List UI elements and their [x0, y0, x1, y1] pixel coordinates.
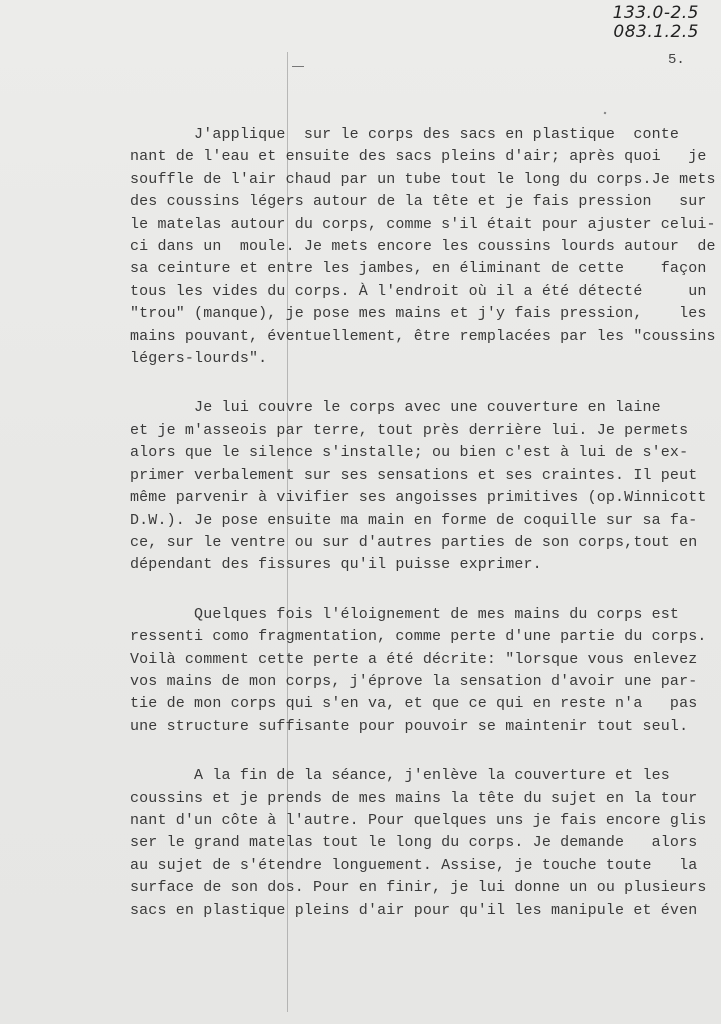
text-line: vos mains de mon corps, j'éprove la sensation d'avoir une par-	[130, 672, 698, 690]
paragraph-2	[130, 397, 707, 576]
text-line: coussins et je prends de mes mains la tête du sujet en la tour	[130, 789, 698, 807]
dash-mark	[292, 66, 304, 67]
text-line: nant d'un côte à l'autre. Pour quelques uns je fais encore glis	[130, 811, 707, 829]
text-line: surface de son dos. Pour en finir, je lui donne un ou plusieurs	[130, 879, 707, 897]
page-number: 5.	[668, 52, 685, 68]
text-line: souffle de l'air chaud par un tube tout le long du corps.Je mets	[130, 170, 716, 188]
text-line: sacs en plastique pleins d'air pour qu'il les manipule et éven	[130, 901, 698, 919]
text-line: tie de mon corps qui s'en va, et que ce qui en reste n'a pas	[130, 695, 698, 713]
text-line: ci dans un moule. Je mets encore les coussins lourds autour de	[130, 238, 716, 256]
text-line: ce, sur le ventre ou sur d'autres parties de son corps,tout en	[130, 533, 698, 551]
text-line: tous les vides du corps. À l'endroit où il a été détecté un	[130, 282, 707, 300]
text-line: Quelques fois l'éloignement de mes mains du corps est	[130, 605, 680, 623]
text-line: Je lui couvre le corps avec une couverture en laine	[130, 399, 661, 417]
text-line: au sujet de s'étendre longuement. Assise, je touche toute la	[130, 856, 698, 874]
text-line: A la fin de la séance, j'enlève la couverture et les	[130, 767, 670, 785]
paragraph-1	[130, 124, 716, 370]
text-line: une structure suffisante pour pouvoir se maintenir tout seul.	[130, 717, 689, 735]
text-line: D.W.). Je pose ensuite ma main en forme de coquille sur sa fa-	[130, 511, 698, 529]
reference-number: 133.0-2.5	[612, 3, 699, 23]
text-line: le matelas autour du corps, comme s'il était pour ajuster celui-	[130, 215, 716, 233]
text-line: ser le grand matelas tout le long du corps. Je demande alors	[130, 834, 698, 852]
text-line: Voilà comment cette perte a été décrite: "lorsque vous enlevez	[130, 650, 698, 668]
text-line: des coussins légers autour de la tête et je fais pression sur	[130, 193, 707, 211]
text-line: ressenti como fragmentation, comme perte d'une partie du corps.	[130, 628, 707, 646]
text-line: J'applique sur le corps des sacs en plastique conte	[130, 126, 680, 143]
text-line: dépendant des fissures qu'il puisse exprimer.	[130, 556, 542, 574]
paper-speck	[604, 112, 607, 115]
paragraph-3	[130, 604, 707, 738]
text-line: alors que le silence s'installe; ou bien c'est à lui de s'ex-	[130, 444, 689, 462]
text-line: nant de l'eau et ensuite des sacs pleins d'air; après quoi je	[130, 148, 707, 166]
handwritten-reference-numbers	[613, 4, 699, 42]
text-line: même parvenir à vivifier ses angoisses primitives (op.Winnicott	[130, 489, 707, 507]
text-line: primer verbalement sur ses sensations et ses craintes. Il peut	[130, 466, 698, 484]
text-line: "trou" (manque), je pose mes mains et j'y fais pression, les	[130, 305, 707, 323]
paragraph-4	[130, 765, 707, 922]
text-line: et je m'asseois par terre, tout près derrière lui. Je permets	[130, 421, 689, 439]
text-line: légers-lourds".	[130, 350, 268, 368]
reference-number: 083.1.2.5	[613, 22, 699, 42]
body-text	[130, 124, 716, 922]
text-line: mains pouvant, éventuellement, être remplacées par les "coussins	[130, 327, 716, 345]
text-line: sa ceinture et entre les jambes, en éliminant de cette façon	[130, 260, 707, 278]
